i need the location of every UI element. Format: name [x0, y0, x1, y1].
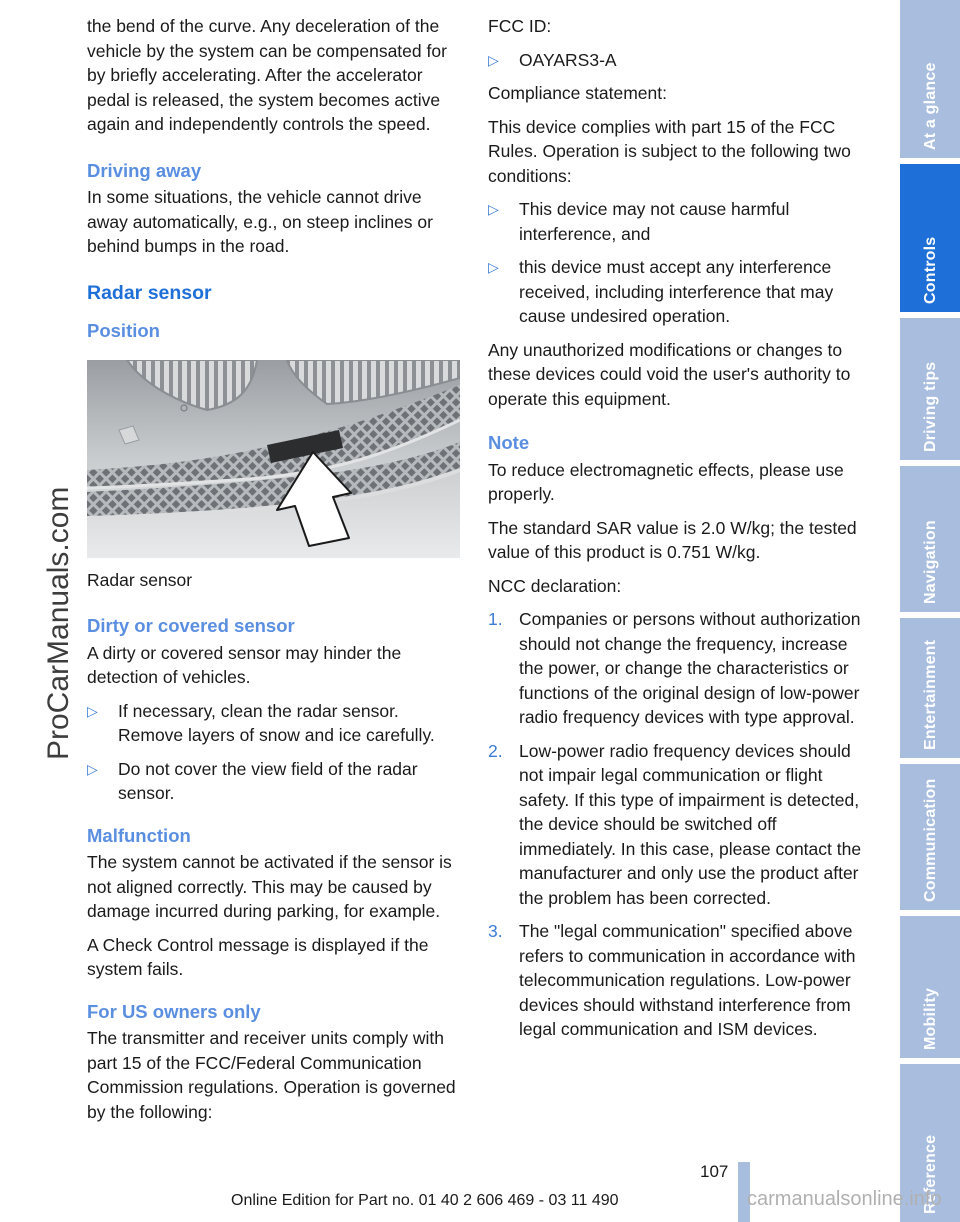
triangle-bullet-icon: ▷	[87, 702, 98, 719]
modifications-text: Any unauthorized modifications or changes to these devices could void the user's authority to operate this equipment.	[488, 339, 851, 409]
triangle-bullet-icon: ▷	[87, 760, 98, 777]
note-text-1: To reduce electromagnetic effects, please use properly.	[488, 459, 844, 504]
triangle-bullet-icon: ▷	[488, 259, 499, 275]
triangle-bullet-icon: ▷	[488, 201, 499, 217]
car-front-bumper-image	[87, 360, 460, 558]
radar-sensor-illustration	[87, 360, 460, 558]
malfunction-text-2: A Check Control message is displayed if the system fails.	[87, 934, 429, 979]
page-number: 107	[700, 1162, 729, 1181]
us-owners-text: The transmitter and receiver units comply with part 15 of the FCC/Federal Communication Commission regulations. Operation is governed by the following:	[87, 1028, 456, 1122]
tab-reference[interactable]: Reference	[900, 1064, 960, 1222]
left-column	[87, 14, 463, 1133]
list-item: 1. Companies or persons without authorization should not change the frequency, increase the power, or change the characteristics or functions of the original design of low-power radio frequency devices with type approval.	[488, 609, 861, 727]
tab-entertainment[interactable]: Entertainment	[900, 618, 960, 758]
radar-sensor-heading: Radar sensor	[87, 281, 212, 304]
figure-caption: Radar sensor	[87, 569, 193, 590]
footer-site-watermark: carmanualsonline.info	[747, 1188, 942, 1210]
note-heading: Note	[488, 432, 530, 453]
tab-communication[interactable]: Communication	[900, 764, 960, 910]
dirty-sensor-heading: Dirty or covered sensor	[87, 615, 295, 636]
list-item: 3. The "legal communication" specified above refers to communication in accordance with telecommunication regulations. Low-power devices should withstand interference from legal communication and ISM devices.	[488, 921, 856, 1039]
list-item: ▷ This device may not cause harmful interference, and	[488, 199, 790, 244]
triangle-bullet-icon: ▷	[488, 51, 499, 68]
list-item: ▷ OAYARS3-A	[488, 48, 864, 73]
list-item: ▷ this device must accept any interference received, including interference that may cause undesired operation.	[488, 257, 834, 326]
tab-navigation[interactable]: Navigation	[900, 466, 960, 612]
footer-edition: Online Edition for Part no. 01 40 2 606 469 - 03 11 490	[231, 1192, 619, 1209]
tab-mobility[interactable]: Mobility	[900, 916, 960, 1058]
intro-paragraph: the bend of the curve. Any deceleration of the vehicle by the system can be compensated for by briefly accelerating. After the accelerator pedal is released, the system becomes active again and independently controls the speed.	[87, 16, 447, 134]
right-column	[488, 14, 864, 1051]
note-text-2: The standard SAR value is 2.0 W/kg; the tested value of this product is 0.751 W/kg.	[488, 517, 857, 562]
list-item: 2. Low-power radio frequency devices should not impair legal communication or flight safety. If this type of impairment is detected, the device should be switched off immediately. In this case, please contact the manufacturer and only use the product after the problem has been corrected.	[488, 740, 862, 908]
watermark: ProCarManuals.com	[42, 486, 75, 760]
dirty-sensor-list	[87, 699, 463, 806]
compliance-label: Compliance statement:	[488, 83, 667, 103]
conditions-list	[488, 197, 864, 329]
driving-away-heading: Driving away	[87, 159, 202, 181]
malfunction-text-1: The system cannot be activated if the sensor is not aligned correctly. This may be caused by damage incurred during parking, for example.	[87, 852, 452, 921]
tab-at-a-glance[interactable]: At a glance	[900, 0, 960, 158]
position-heading: Position	[87, 320, 160, 341]
tab-driving-tips[interactable]: Driving tips	[900, 318, 960, 460]
malfunction-heading: Malfunction	[87, 824, 191, 846]
fcc-id-list	[488, 48, 864, 73]
compliance-text: This device complies with part 15 of the FCC Rules. Operation is subject to the following two conditions:	[488, 116, 851, 186]
list-item: ▷ If necessary, clean the radar sensor. Remove layers of snow and ice carefully.	[87, 700, 435, 745]
ncc-list	[488, 607, 864, 1042]
us-owners-heading: For US owners only	[87, 1000, 261, 1022]
dirty-sensor-text: A dirty or covered sensor may hinder the detection of vehicles.	[87, 642, 402, 687]
tab-controls[interactable]: Controls	[900, 164, 960, 312]
ncc-label: NCC declaration:	[488, 575, 622, 596]
driving-away-text: In some situations, the vehicle cannot drive away automatically, e.g., on steep inclines or behind bumps in the road.	[87, 187, 433, 256]
list-item: ▷ Do not cover the view field of the radar sensor.	[87, 758, 418, 803]
fcc-id-label: FCC ID:	[488, 16, 552, 36]
chapter-tabs-sidebar	[900, 0, 960, 1222]
